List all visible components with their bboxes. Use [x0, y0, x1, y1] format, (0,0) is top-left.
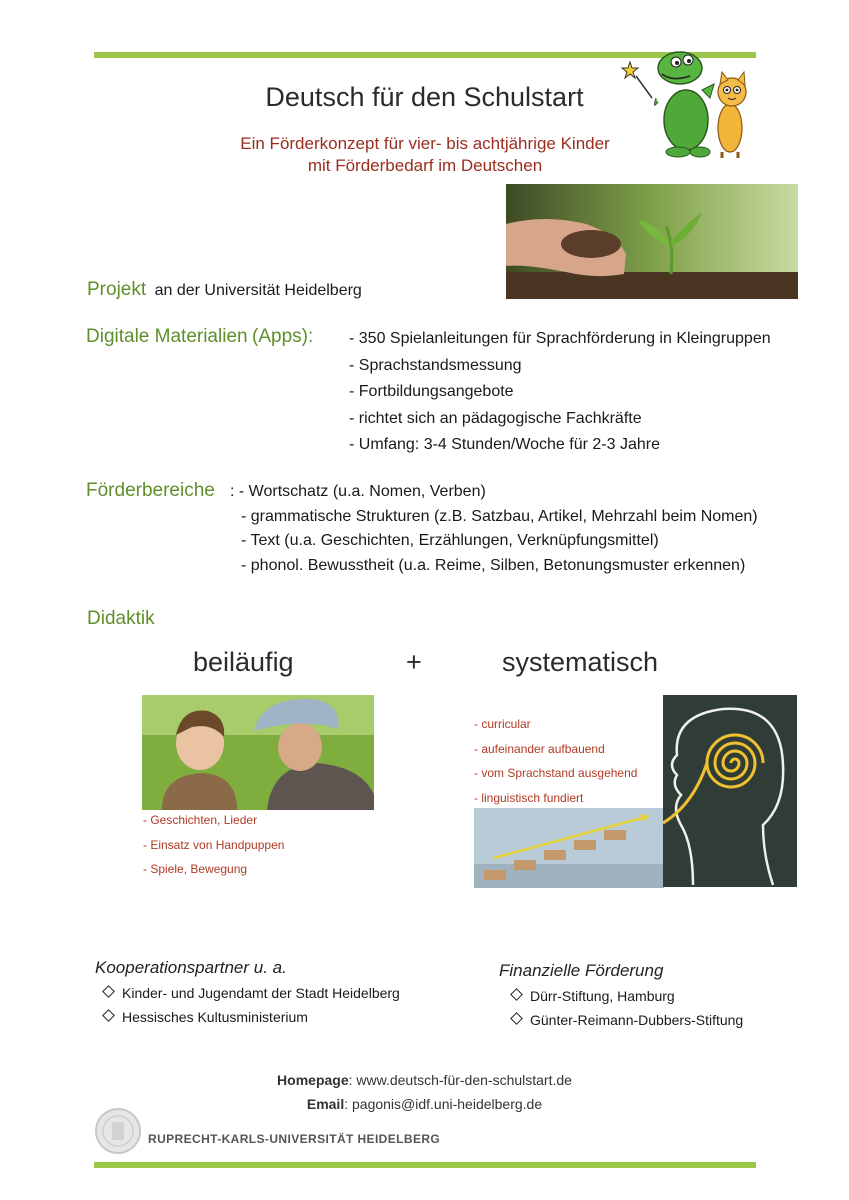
seedling-hand-photo	[506, 184, 798, 299]
digitale-heading	[86, 326, 313, 348]
systematisch-list	[474, 712, 637, 810]
list-item: - phonol. Bewusstheit (u.a. Reime, Silben, Betonungsmuster erkennen)	[241, 556, 746, 574]
page-title: Deutsch für den Schulstart	[265, 82, 584, 112]
stairs-arrow-image	[474, 808, 664, 888]
digitale-list	[349, 326, 771, 459]
list-item: - aufeinander aufbauend	[474, 741, 605, 756]
subtitle-line-2: mit Förderbedarf im Deutschen	[307, 156, 543, 175]
list-item: Günter-Reimann-Dubbers-Stiftung	[512, 1008, 743, 1032]
beilaeufig-heading: beiläufig	[193, 647, 294, 677]
list-item: - Umfang: 3-4 Stunden/Woche für 2-3 Jahre	[349, 436, 660, 453]
email-link[interactable]: : pagonis@idf.uni-heidelberg.de	[344, 1096, 543, 1112]
subtitle-line-1: Ein Förderkonzept für vier- bis achtjährige Kinder	[240, 134, 610, 153]
kooperation-list	[104, 981, 400, 1029]
systematisch-heading: systematisch	[502, 647, 659, 677]
list-item: - Sprachstandsmessung	[349, 356, 522, 374]
diamond-bullet-icon	[510, 988, 523, 1001]
list-item: - Geschichten, Lieder	[143, 813, 258, 827]
projekt-text: an der Universität Heidelberg	[154, 282, 362, 299]
homepage-line	[0, 1072, 849, 1088]
digitale-label: Digitale Materialien	[86, 326, 248, 347]
star-icon	[622, 62, 638, 78]
homepage-label: Homepage	[277, 1072, 349, 1088]
list-item: - curricular	[474, 717, 531, 731]
diamond-bullet-icon	[510, 1012, 523, 1025]
list-item: Kinder- und Jugendamt der Stadt Heidelberg	[104, 981, 400, 1005]
plus-sign: +	[406, 647, 422, 677]
university-seal-icon	[94, 1107, 142, 1155]
kooperation-heading: Kooperationspartner u. a.	[95, 958, 287, 977]
foerderbereiche-list	[230, 480, 758, 578]
list-item: Hessisches Kultusministerium	[104, 1005, 400, 1029]
list-item: Dürr-Stiftung, Hamburg	[512, 984, 743, 1008]
email-label: Email	[306, 1096, 345, 1112]
didaktik-label: Didaktik	[87, 608, 155, 629]
list-item: - Fortbildungsangebote	[349, 383, 514, 400]
foerderung-list	[512, 984, 743, 1032]
list-item: - vom Sprachstand ausgehend	[474, 766, 638, 780]
beilaeufig-list	[143, 808, 284, 882]
foerderung-heading: Finanzielle Förderung	[499, 961, 664, 980]
bottom-rule	[94, 1162, 756, 1168]
homepage-link[interactable]: : www.deutsch-für-den-schulstart.de	[348, 1072, 572, 1088]
list-item: - Text (u.a. Geschichten, Erzählungen, Verknüpfungsmittel)	[241, 532, 659, 549]
foerderbereiche-label: Förderbereiche	[86, 480, 215, 501]
diamond-bullet-icon	[102, 985, 115, 998]
child-father-photo	[142, 695, 374, 810]
projekt-row	[87, 279, 362, 301]
digitale-label-suffix: (Apps):	[252, 326, 314, 347]
list-item: - Spiele, Bewegung	[143, 862, 248, 876]
list-item: : - Wortschatz (u.a. Nomen, Verben)	[230, 483, 486, 500]
list-item: - richtet sich an pädagogische Fachkräfte	[349, 409, 642, 427]
list-item: - 350 Spielanleitungen für Sprachförderung in Kleingruppen	[349, 330, 771, 347]
list-item: - linguistisch fundiert	[474, 790, 584, 805]
head-spiral-chalkboard-image	[663, 695, 797, 887]
page-subtitle	[150, 133, 700, 177]
diamond-bullet-icon	[102, 1009, 115, 1022]
list-item: - Einsatz von Handpuppen	[143, 837, 285, 852]
projekt-label: Projekt	[87, 279, 147, 300]
list-item: - grammatische Strukturen (z.B. Satzbau, Artikel, Mehrzahl beim Nomen)	[241, 507, 758, 525]
university-name: RUPRECHT-KARLS-UNIVERSITÄT HEIDELBERG	[148, 1132, 441, 1146]
